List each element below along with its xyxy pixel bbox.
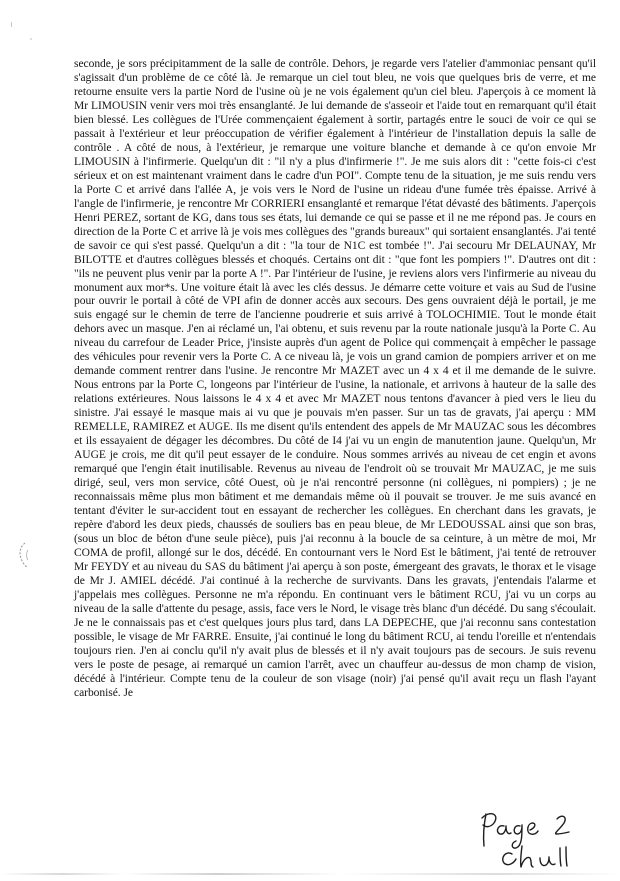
scan-bottom-edge — [0, 873, 620, 875]
body-text — [74, 58, 596, 701]
body-paragraph: seconde, je sors précipitamment de la salle de contrôle. Dehors, je regarde vers l'atelier d'ammoniac pensant qu'il s'agissait d'un problème de ce côté là. Je remarque un ciel tout bleu, ne vois que quelques bris de verre, et me retourne ensuite vers la partie Nord de l'usine où je ne vois également qu'un ciel bleu. J'aperçois à ce moment là Mr LIMOUSIN venir vers moi très ensanglanté. Je lui demande de s'asseoir et l'aide tout en remarquant qu'il était bien blessé. Les collègues de l'Urée commençaient également à sortir, partagés entre le souci de voir ce qui se passait à l'extérieur et leur préoccupation de vérifier également à l'intérieur de l'installation depuis la salle de contrôle . A côté de nous, à l'extérieur, je remarque une voiture blanche et demande à ce qu'on envoie Mr LIMOUSIN à l'infirmerie. Quelqu'un dit : "il n'y a plus d'infirmerie !". Je me suis alors dit : "cette fois-ci c'est sérieux et on est maintenant vraiment dans le cadre d'un POI". Compte tenu de la situation, je me suis rendu vers la Porte C et arrivé dans l'allée A, je vois vers le Nord de l'usine un rideau d'une fumée très épaisse. Arrivé à l'angle de l'infirmerie, je rencontre Mr CORRIERI ensanglanté et remarque l'état dévasté des bâtiments. J'aperçois Henri PEREZ, sortant de KG, dans tous ses états, lui demande ce qui se passe et il ne me répond pas. Je cours en direction de la Porte C et arrive là je vois mes collègues des "grands bureaux" qui sortaient ensanglantés. J'ai tenté de savoir ce qui s'est passé. Quelqu'un a dit : "la tour de N1C est tombée !". J'ai secouru Mr DELAUNAY, Mr BILOTTE et d'autres collègues blessés et choqués. Certains ont dit : "que font les pompiers !". D'autres ont dit : "ils ne peuvent plus venir par la porte A !". Par l'intérieur de l'usine, je reviens alors vers l'infirmerie au niveau du monument aux mor*s. Une voiture était là avec les clés dessus. Je démarre cette voiture et vais au Sud de l'usine pour ouvrir le portail à côté de VPI afin de donner accès aux secours. Des gens ouvraient déjà le portail, je me suis engagé sur le chemin de terre de l'ancienne poudrerie et suis arrivé à TOLOCHIMIE. Tout le monde était dehors avec un masque. J'en ai réclamé un, l'ai obtenu, et suis revenu par la route nationale jusqu'à la Porte C. Au niveau du carrefour de Leader Price, j'insiste auprès d'un agent de Police qui commençait à empêcher le passage des véhicules pour revenir vers la Porte C. A ce niveau là, je vois un grand camion de pompiers arriver et on me demande comment rentrer dans l'usine. Je rencontre Mr MAZET avec un 4 x 4 et il me demande de le suivre. Nous entrons par la Porte C, longeons par l'intérieur de l'usine, la nationale, et arrivons à hauteur de la salle des relations extérieures. Nous laissons le 4 x 4 et avec Mr MAZET nous tentons d'avancer à pied vers le lieu du sinistre. J'ai essayé le masque mais ai vu que je pouvais m'en passer. Sur un tas de gravats, j'ai aperçu : MM REMELLE, RAMIREZ et AUGE. Ils me disent qu'ils entendent des appels de Mr MAUZAC sous les décombres et ils essayaient de dégager les décombres. Du côté de I4 j'ai vu un engin de manutention jaune. Quelqu'un, Mr AUGE je crois, me dit qu'il peut essayer de le conduire. Nous sommes arrivés au niveau de cet engin et avons remarqué que l'engin était inutilisable. Revenus au niveau de l'endroit où se trouvait Mr MAUZAC, je me suis dirigé, seul, vers mon service, côté Ouest, où je n'ai rencontré personne (ni collègues, ni pompiers) ; je ne reconnaissais même plus mon bâtiment et me demandais même où il pouvait se trouver. Je me suis avancé en tentant d'éviter le sur-accident tout en essayant de rechercher les collègues. En cherchant dans les gravats, je repère d'abord les deux pieds, chaussés de souliers bas en peau bleue, de Mr LEDOUSSAL ainsi que son bras, (sous un bloc de béton d'une seule pièce), puis j'ai reconnu à la boucle de sa ceinture, à un mètre de moi, Mr COMA de profil, allongé sur le dos, décédé. En contournant vers le Nord Est le bâtiment, j'ai tenté de retrouver Mr FEYDY et au niveau du SAS du bâtiment j'ai aperçu à son poste, émergeant des gravats, le thorax et le visage de Mr J. AMIEL décédé. J'ai continué à la recherche de survivants. Dans les gravats, j'entendais l'alarme et j'appelais mes collègues. Personne ne m'a répondu. En continuant vers le bâtiment RCU, j'ai vu un corps au niveau de la salle d'attente du pesage, assis, face vers le Nord, le visage très blanc d'un décédé. Du sang s'écoulait. Je ne le connaissais pas et c'est quelques jours plus tard, dans LA DEPECHE, que j'ai reconnu sans contestation possible, le visage de Mr FARRE. Ensuite, j'ai continué le long du bâtiment RCU, ai tendu l'oreille et n'entendais toujours rien. J'en ai conclu qu'il n'y avait plus de blessés et il n'y avait toujours pas de secours. Je suis revenu vers le poste de pesage, ai remarqué un camion l'arrêt, avec un chauffeur au-dessus de mon champ de vision, décédé à l'intérieur. Compte tenu de la couleur de son visage (noir) j'ai pensé qu'il avait reçu un flash l'ayant carbonisé. Je — [74, 58, 596, 699]
scan-speck-top-right — [30, 38, 32, 40]
handwriting-drawing — [460, 806, 610, 876]
scan-speck-top — [11, 22, 15, 27]
handwritten-signature — [460, 806, 610, 876]
punch-hole-mark — [16, 541, 30, 569]
